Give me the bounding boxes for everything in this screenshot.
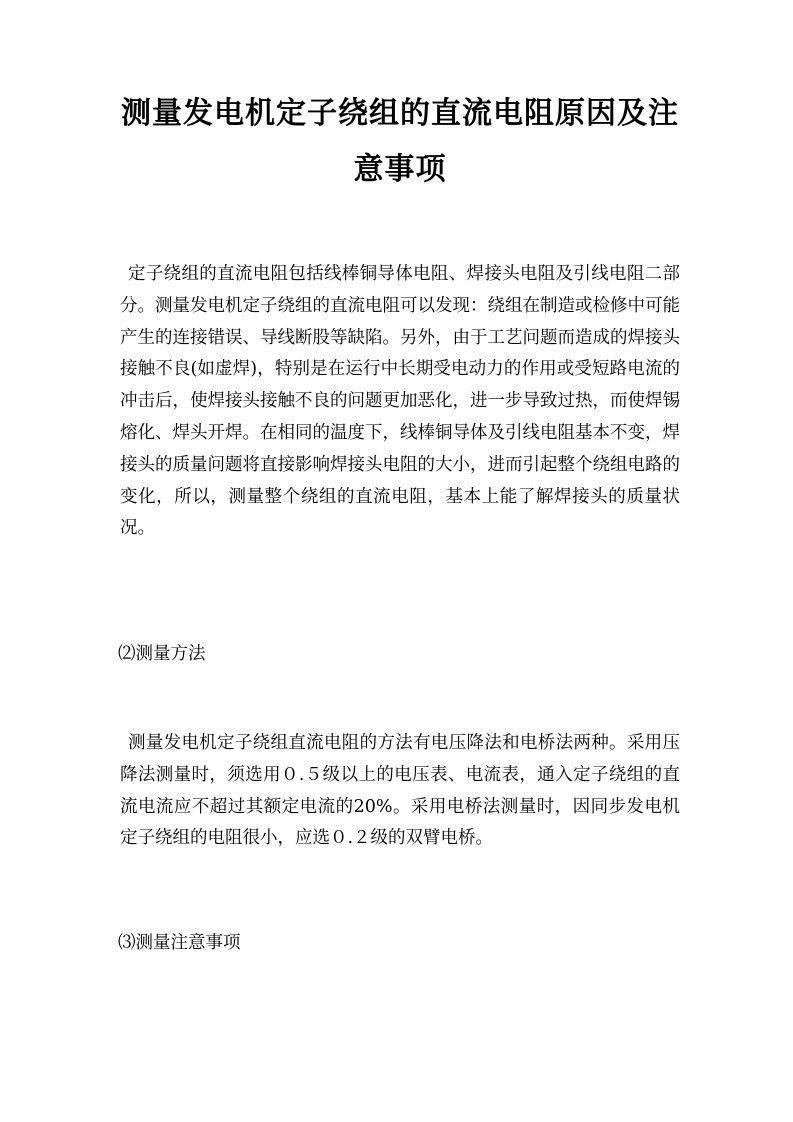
method-paragraph: 测量发电机定子绕组直流电阻的方法有电压降法和电桥法两种。采用压降法测量时，须选用０.５级以上的电压表、电流表，通入定子绕组的直流电流应不超过其额定电流的20%。采用电桥法测量时，因同步发电机定子绕组的电阻很小，应选０.２级的双臂电桥。 bbox=[120, 733, 680, 849]
intro-paragraph: 定子绕组的直流电阻包括线棒铜导体电阻、焊接头电阻及引线电阻二部分。测量发电机定子绕组的直流电阻可以发现：绕组在制造或检修中可能产生的连接错误、导线断股等缺陷。另外，由于工艺问题而造成的焊接头接触不良(如虚焊)，特别是在运行中长期受电动力的作用或受短路电流的冲击后，使焊接头接触不良的问题更加恶化，进一步导致过热，而使焊锡熔化、焊头开焊。在相同的温度下，线棒铜导体及引线电阻基本不变，焊接头的质量问题将直接影响焊接头电阻的大小，进而引起整个绕组电路的变化，所以，测量整个绕组的直流电阻，基本上能了解焊接头的质量状况。 bbox=[120, 264, 680, 539]
document-title-line-1: 测量发电机定子绕组的直流电阻原因及注 bbox=[121, 96, 679, 131]
section-heading-precautions: ⑶测量注意事项 bbox=[118, 933, 241, 953]
section-heading-measurement-method: ⑵测量方法 bbox=[118, 644, 206, 664]
document-title-line-2: 意事项 bbox=[353, 152, 447, 187]
